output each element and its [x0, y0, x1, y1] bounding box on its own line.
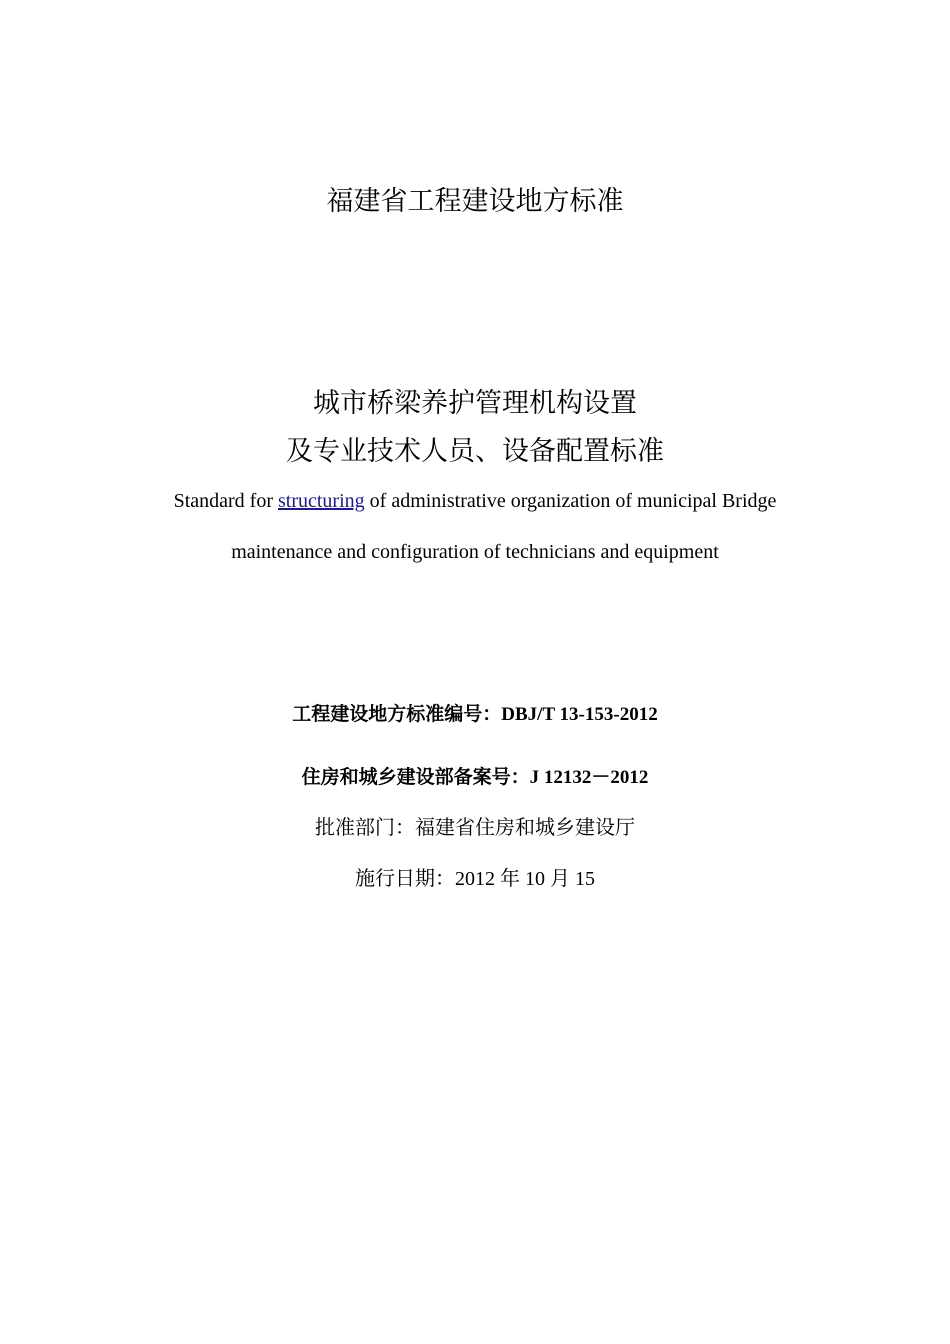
record-number: 住房和城乡建设部备案号：J 12132－2012 [301, 767, 649, 788]
document-title-line-1: 城市桥梁养护管理机构设置 [313, 388, 637, 419]
english-title-line-2: maintenance and configuration of technicians and equipment [231, 541, 719, 563]
structuring-link[interactable]: structuring [278, 490, 365, 512]
approval-department: 批准部门：福建省住房和城乡建设厅 [315, 817, 635, 839]
english-title-line-1 [0, 489, 950, 513]
standard-number: 工程建设地方标准编号：DBJ/T 13-153-2012 [292, 704, 658, 725]
english-title-suffix: of administrative organization of municipal Bridge [364, 490, 777, 512]
standard-category-title: 福建省工程建设地方标准 [326, 186, 624, 217]
document-title-line-2: 及专业技术人员、设备配置标准 [286, 436, 664, 467]
effective-date: 施行日期：2012 年 10 月 15 [355, 868, 595, 890]
english-title-prefix: Standard for [173, 490, 278, 512]
